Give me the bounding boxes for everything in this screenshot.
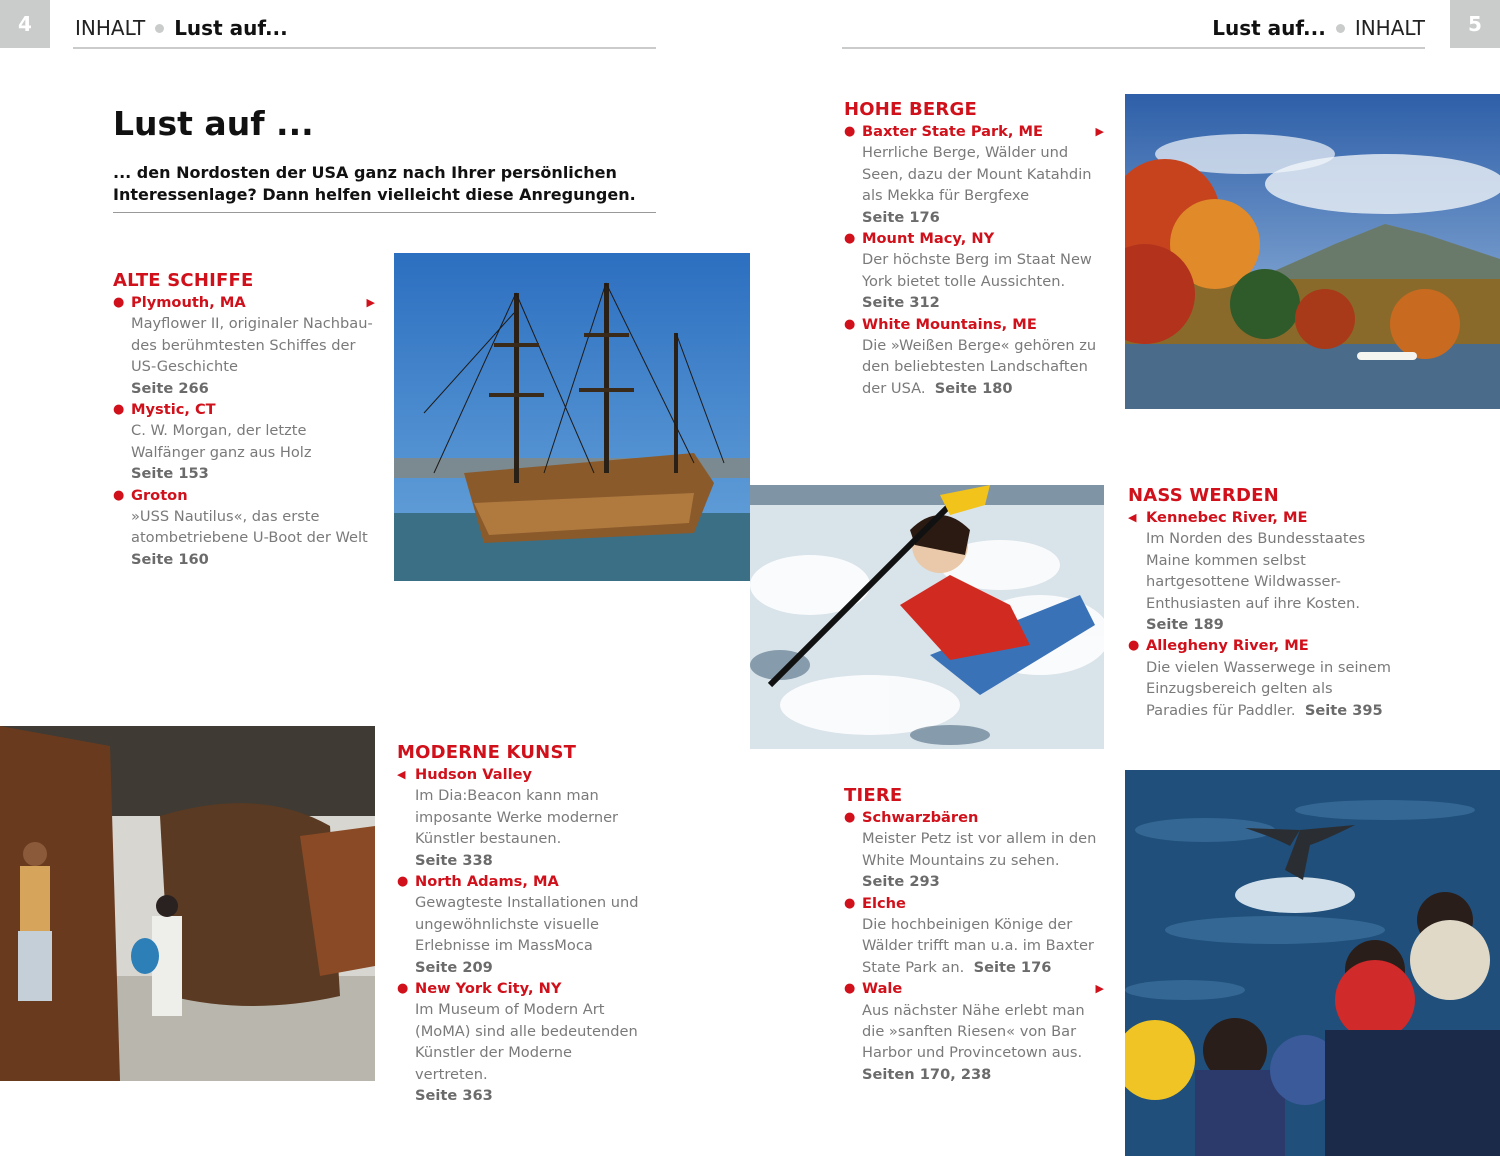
list-item [844,893,1104,979]
item-name: Plymouth, MA [131,294,246,311]
item-name: Allegheny River, ME [1146,637,1309,655]
item-name: Baxter State Park, ME [862,123,1043,140]
item-description: Die »Weißen Berge« gehören zu den beliebtesten Landschaften der USA. [862,337,1097,397]
item-name: Schwarzbären [862,809,979,826]
item-description: »USS Nautilus«, das erste atombetriebene U-Boot der Welt [131,508,368,547]
mountain-lake-photo [1125,94,1500,409]
whale-watching-photo [1125,770,1500,1156]
triangle-right-icon: ▶ [1095,982,1104,996]
list-item [844,314,1104,400]
section-title: TIERE [844,785,903,806]
item-name: Mount Macy, NY [862,230,995,248]
list-item [844,228,1104,314]
item-description: C. W. Morgan, der letzte Walfänger ganz aus Holz [131,422,312,461]
red-dot-icon: ● [844,231,856,247]
header-section-label: INHALT [75,16,146,40]
item-name: Groton [131,486,188,504]
header-dot-icon [155,24,164,33]
triangle-left-icon: ◀ [1128,511,1137,524]
section-hohe-berge [844,99,1104,399]
intro-rule [113,212,656,213]
header-dot-icon [1336,24,1345,33]
list-item [113,485,375,571]
item-page-ref: Seite 180 [934,379,1013,397]
item-description: Gewagteste Installationen und ungewöhnlichste visuelle Erlebnisse im MassMoca [415,894,639,955]
list-item [844,121,1104,228]
header-chapter-label: Lust auf... [1212,16,1326,40]
ship-photo [394,253,750,581]
item-description: Aus nächster Nähe erlebt man die »sanften Riesen« von Bar Harbor und Provincetown aus. [862,1001,1085,1062]
red-dot-icon: ● [844,124,856,139]
item-description: Die hochbeinigen Könige der Wälder trifft man u.a. im Baxter State Park an. [862,916,1094,976]
section-title: ALTE SCHIFFE [113,270,254,291]
item-name: New York City, NY [415,980,562,998]
item-name: Wale [862,980,903,998]
item-page-ref: Seite 176 [862,208,940,226]
section-title: HOHE BERGE [844,99,977,120]
header-rule-right [842,47,1425,49]
triangle-left-icon: ◀ [397,768,406,781]
list-item [844,807,1104,893]
section-moderne-kunst [397,742,647,1107]
header-chapter-label: Lust auf... [174,16,288,40]
item-description: Im Dia:Beacon kann man imposante Werke moderner Künstler bestaunen. [415,787,619,848]
list-item [1128,635,1393,721]
item-page-ref: Seite 363 [415,1087,493,1105]
item-name: Mystic, CT [131,401,216,419]
list-item [844,978,1104,1085]
red-dot-icon: ● [844,981,856,997]
item-name: Kennebec River, ME [1146,509,1308,526]
red-dot-icon: ● [844,316,856,332]
list-item [113,292,375,399]
item-page-ref: Seite 153 [131,465,209,483]
item-page-ref: Seite 312 [862,294,940,312]
red-dot-icon: ● [844,810,856,825]
header-section-label: INHALT [1354,16,1425,40]
item-page-ref: Seite 209 [415,958,493,976]
red-dot-icon: ● [113,487,125,503]
list-item [397,764,647,871]
page-title: Lust auf ... [113,104,314,143]
item-page-ref: Seiten 170, 238 [862,1065,992,1083]
running-header-left [75,16,288,40]
red-dot-icon: ● [113,402,125,418]
item-description: Die vielen Wasserwege in seinem Einzugsbereich gelten als Paradies für Paddler. [1146,658,1391,719]
item-name: Hudson Valley [415,766,532,783]
triangle-right-icon: ▶ [366,296,375,309]
item-page-ref: Seite 338 [415,851,493,869]
item-description: Der höchste Berg im Staat New York bietet tolle Aussichten. [862,251,1092,290]
red-dot-icon: ● [397,874,409,890]
red-dot-icon: ● [113,295,125,310]
triangle-right-icon: ▶ [1095,125,1104,138]
item-page-ref: Seite 293 [862,873,940,891]
item-name: North Adams, MA [415,873,559,891]
item-description: Mayflower II, originaler Nachbaudes berühmtesten Schiffes der US-Geschichte [131,315,373,376]
item-page-ref: Seite 160 [131,550,209,568]
header-rule-left [73,47,656,49]
page-number-right: 5 [1450,0,1500,48]
section-title: MODERNE KUNST [397,742,577,763]
running-header-right [1212,16,1425,40]
kayak-photo [750,485,1104,749]
list-item [1128,507,1393,635]
section-nass-werden [1128,485,1393,721]
art-installation-photo [0,726,375,1081]
item-name: White Mountains, ME [862,315,1037,333]
item-description: Im Norden des Bundesstaates Maine kommen selbst hartgesottene Wildwasser-Enthusiasten auf ihre Kosten. [1146,530,1366,612]
page-number-left: 4 [0,0,50,48]
list-item [113,399,375,485]
section-title: NASS WERDEN [1128,485,1279,506]
item-description: Im Museum of Modern Art (MoMA) sind alle bedeutenden Künstler der Moderne vertreten. [415,1001,638,1083]
intro-text: ... den Nordosten der USA ganz nach Ihrer persönlichen Interessenlage? Dann helfen vielleicht diese Anregungen. [113,163,636,204]
red-dot-icon: ● [397,981,409,997]
item-description: Meister Petz ist vor allem in den White Mountains zu sehen. [862,830,1097,869]
item-name: Elche [862,894,906,912]
section-tiere [844,785,1104,1085]
red-dot-icon: ● [1128,638,1140,654]
item-description: Herrliche Berge, Wälder und Seen, dazu der Mount Katahdin als Mekka für Bergfexe [862,144,1092,205]
item-page-ref: Seite 395 [1304,701,1383,719]
item-page-ref: Seite 176 [973,958,1052,976]
list-item [397,978,647,1106]
red-dot-icon: ● [844,895,856,911]
item-page-ref: Seite 266 [131,379,209,397]
list-item [397,871,647,978]
section-alte-schiffe [113,270,375,570]
item-page-ref: Seite 189 [1146,616,1224,634]
